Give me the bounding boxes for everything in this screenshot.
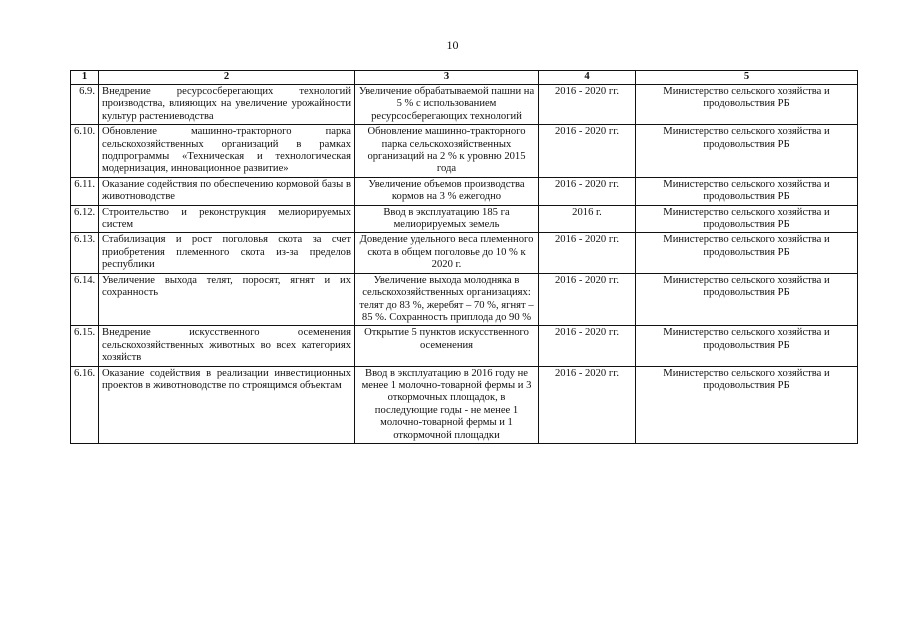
measure-description: Внедрение ресурсосберегающих технологий производства, влияющих на увеличение урожайности культур растениеводства — [99, 85, 355, 125]
responsible-executor: Министерство сельского хозяйства и продовольствия РБ — [636, 205, 858, 233]
table-header-row — [71, 71, 858, 85]
row-number: 6.15. — [71, 326, 99, 366]
measure-description: Увеличение выхода телят, поросят, ягнят и их сохранность — [99, 273, 355, 326]
expected-result: Ввод в эксплуатацию 185 га мелиорируемых земель — [355, 205, 539, 233]
responsible-executor: Министерство сельского хозяйства и продовольствия РБ — [636, 326, 858, 366]
column-header: 5 — [636, 71, 858, 85]
table-row — [71, 233, 858, 273]
responsible-executor: Министерство сельского хозяйства и продовольствия РБ — [636, 85, 858, 125]
implementation-period: 2016 - 2020 гг. — [539, 273, 636, 326]
implementation-period: 2016 г. — [539, 205, 636, 233]
page-number: 10 — [446, 38, 459, 52]
column-header: 4 — [539, 71, 636, 85]
row-number: 6.13. — [71, 233, 99, 273]
expected-result: Доведение удельного веса племенного скота в общем поголовье до 10 % к 2020 г. — [355, 233, 539, 273]
expected-result: Увеличение обрабатываемой пашни на 5 % с использованием ресурсосберегающих технологий — [355, 85, 539, 125]
table-row — [71, 326, 858, 366]
responsible-executor: Министерство сельского хозяйства и продовольствия РБ — [636, 125, 858, 178]
measure-description: Оказание содействия в реализации инвестиционных проектов в животноводстве по строящимся объектам — [99, 366, 355, 443]
responsible-executor: Министерство сельского хозяйства и продовольствия РБ — [636, 177, 858, 205]
measure-description: Внедрение искусственного осеменения сельскохозяйственных животных во всех категориях хозяйств — [99, 326, 355, 366]
row-number: 6.10. — [71, 125, 99, 178]
implementation-period: 2016 - 2020 гг. — [539, 85, 636, 125]
responsible-executor: Министерство сельского хозяйства и продовольствия РБ — [636, 233, 858, 273]
table-row — [71, 177, 858, 205]
measures-table — [70, 70, 858, 444]
responsible-executor: Министерство сельского хозяйства и продовольствия РБ — [636, 273, 858, 326]
expected-result: Ввод в эксплуатацию в 2016 году не менее 1 молочно-товарной фермы и 3 откормочных площадок, в последующие годы - не менее 1 молочно-товарной фермы и 1 откормочной площадки — [355, 366, 539, 443]
implementation-period: 2016 - 2020 гг. — [539, 366, 636, 443]
measure-description: Строительство и реконструкция мелиорируемых систем — [99, 205, 355, 233]
table-row — [71, 125, 858, 178]
expected-result: Открытие 5 пунктов искусственного осеменения — [355, 326, 539, 366]
measure-description: Обновление машинно-тракторного парка сельскохозяйственных организаций в рамках подпрограммы «Техническая и технологическая модернизация, инновационное развитие» — [99, 125, 355, 178]
responsible-executor: Министерство сельского хозяйства и продовольствия РБ — [636, 366, 858, 443]
table-row — [71, 85, 858, 125]
implementation-period: 2016 - 2020 гг. — [539, 326, 636, 366]
implementation-period: 2016 - 2020 гг. — [539, 233, 636, 273]
expected-result: Обновление машинно-тракторного парка сельскохозяйственных организаций на 2 % к уровню 2015 года — [355, 125, 539, 178]
measure-description: Стабилизация и рост поголовья скота за счет приобретения племенного скота из-за пределов республики — [99, 233, 355, 273]
row-number: 6.14. — [71, 273, 99, 326]
row-number: 6.11. — [71, 177, 99, 205]
table-row — [71, 273, 858, 326]
column-header: 1 — [71, 71, 99, 85]
measure-description: Оказание содействия по обеспечению кормовой базы в животноводстве — [99, 177, 355, 205]
column-header: 2 — [99, 71, 355, 85]
implementation-period: 2016 - 2020 гг. — [539, 125, 636, 178]
implementation-period: 2016 - 2020 гг. — [539, 177, 636, 205]
row-number: 6.16. — [71, 366, 99, 443]
expected-result: Увеличение выхода молодняка в сельскохозяйственных организациях: телят до 83 %, жеребят – 70 %, ягнят – 85 %. Сохранность приплода до 90 % — [355, 273, 539, 326]
table-row — [71, 366, 858, 443]
row-number: 6.12. — [71, 205, 99, 233]
row-number: 6.9. — [71, 85, 99, 125]
table-row — [71, 205, 858, 233]
column-header: 3 — [355, 71, 539, 85]
expected-result: Увеличение объемов производства кормов на 3 % ежегодно — [355, 177, 539, 205]
